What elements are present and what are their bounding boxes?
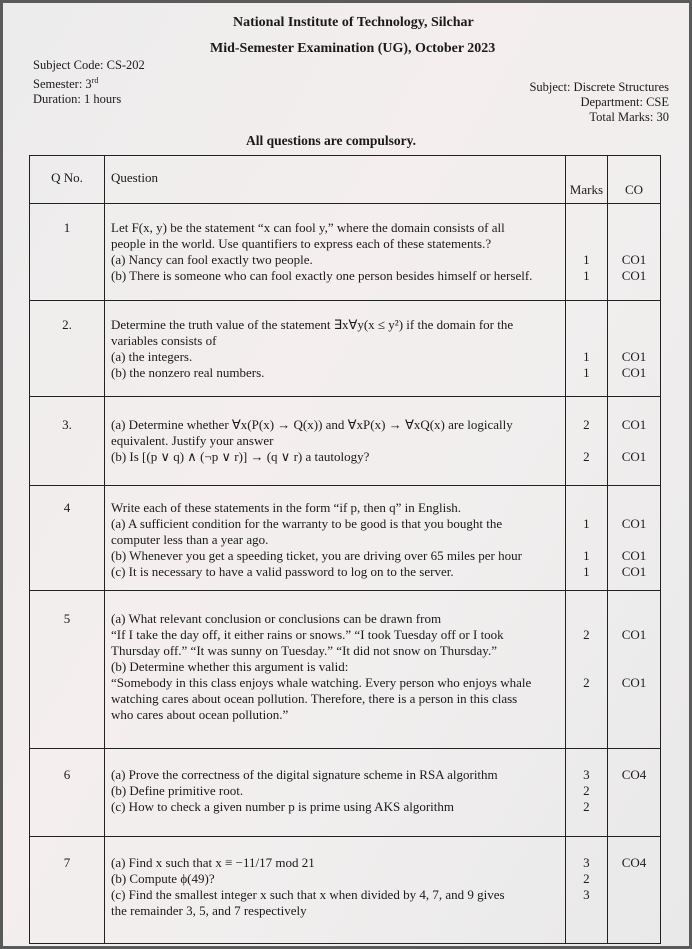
co-value bbox=[614, 887, 654, 903]
table-row bbox=[30, 397, 661, 486]
question-number-cell bbox=[30, 486, 105, 591]
question-number: 1 bbox=[63, 220, 71, 235]
marks-value: 1 bbox=[583, 252, 590, 267]
table-row bbox=[30, 749, 661, 837]
marks-cell bbox=[565, 749, 607, 837]
marks-cell bbox=[565, 837, 607, 944]
co-value: CO1 bbox=[621, 268, 647, 283]
question-line: (c) How to check a given number p is prime using AKS algorithm bbox=[111, 799, 454, 814]
question-line: (b) Compute ϕ(49)? bbox=[111, 871, 215, 886]
co-value: CO4 bbox=[621, 767, 647, 782]
co-value bbox=[614, 903, 654, 919]
table-row bbox=[30, 204, 661, 301]
header-co: CO bbox=[608, 156, 661, 204]
question-line: (a) What relevant conclusion or conclusions can be drawn from bbox=[111, 611, 442, 626]
co-value: CO1 bbox=[621, 516, 647, 531]
marks-cell bbox=[565, 591, 607, 749]
question-text-cell bbox=[105, 301, 566, 397]
question-number-cell bbox=[30, 301, 105, 397]
question-line: (b) Is [(p ∨ q) ∧ (¬p ∨ r)] → (q ∨ r) a tautology? bbox=[111, 449, 370, 464]
question-line: Write each of these statements in the form “if p, then q” in English. bbox=[111, 500, 462, 515]
marks-value: 2 bbox=[583, 799, 590, 814]
question-number: 2. bbox=[62, 317, 72, 332]
question-line: Let F(x, y) be the statement “x can fool y,” where the domain consists of all bbox=[111, 220, 505, 235]
question-line: (b) Whenever you get a speeding ticket, you are driving over 65 miles per hour bbox=[111, 548, 522, 563]
question-number-cell bbox=[30, 204, 105, 301]
question-number: 7 bbox=[63, 855, 71, 870]
co-value bbox=[614, 707, 654, 723]
co-value: CO1 bbox=[621, 449, 647, 464]
marks-value bbox=[570, 317, 603, 333]
marks-value: 1 bbox=[583, 548, 590, 563]
total-marks: Total Marks: 30 bbox=[589, 110, 669, 124]
co-value bbox=[614, 691, 654, 707]
question-number: 6 bbox=[63, 767, 71, 782]
marks-value bbox=[570, 333, 603, 349]
marks-value: 2 bbox=[583, 449, 590, 464]
question-line: (b) Determine whether this argument is valid: bbox=[111, 659, 349, 674]
co-value: CO1 bbox=[621, 365, 647, 380]
co-cell bbox=[608, 486, 661, 591]
institute-name: National Institute of Technology, Silchar bbox=[233, 15, 474, 30]
exam-title: Mid-Semester Examination (UG), October 2023 bbox=[210, 41, 496, 56]
question-number-cell bbox=[30, 397, 105, 486]
marks-value: 3 bbox=[583, 855, 590, 870]
co-value bbox=[614, 783, 654, 799]
subject: Subject: Discrete Structures bbox=[529, 80, 669, 94]
co-value bbox=[614, 236, 654, 252]
co-value bbox=[614, 500, 654, 516]
question-line: people in the world. Use quantifiers to express each of these statements.? bbox=[111, 236, 492, 251]
marks-value: 2 bbox=[583, 783, 590, 798]
marks-value bbox=[570, 500, 603, 516]
marks-value: 2 bbox=[583, 417, 590, 432]
co-cell bbox=[608, 301, 661, 397]
question-line: watching cares about ocean pollution. Therefore, there is a person in this class bbox=[111, 691, 518, 706]
table-row bbox=[30, 301, 661, 397]
duration: Duration: 1 hours bbox=[33, 92, 122, 107]
co-cell bbox=[608, 749, 661, 837]
co-value bbox=[614, 611, 654, 627]
question-line: (a) the integers. bbox=[111, 349, 193, 364]
marks-value bbox=[570, 236, 603, 252]
question-text-cell bbox=[105, 204, 566, 301]
question-line: (a) Nancy can fool exactly two people. bbox=[111, 252, 313, 267]
marks-value bbox=[570, 659, 603, 675]
question-line: (c) It is necessary to have a valid password to log on to the server. bbox=[111, 564, 454, 579]
co-value: CO1 bbox=[621, 627, 647, 642]
marks-value: 1 bbox=[583, 268, 590, 283]
question-line: (b) Define primitive root. bbox=[111, 783, 244, 798]
co-value: CO1 bbox=[621, 252, 647, 267]
question-line: who cares about ocean pollution.” bbox=[111, 707, 289, 722]
marks-value bbox=[570, 707, 603, 723]
question-number: 5 bbox=[63, 611, 71, 626]
co-value bbox=[614, 659, 654, 675]
question-line: the remainder 3, 5, and 7 respectively bbox=[111, 903, 307, 918]
question-text-cell bbox=[105, 749, 566, 837]
co-value bbox=[614, 333, 654, 349]
question-text-cell bbox=[105, 837, 566, 944]
co-cell bbox=[608, 837, 661, 944]
marks-value: 1 bbox=[583, 349, 590, 364]
co-value bbox=[614, 433, 654, 449]
question-number: 3. bbox=[62, 417, 72, 432]
marks-value bbox=[570, 433, 603, 449]
co-cell bbox=[608, 204, 661, 301]
table-header bbox=[30, 156, 661, 204]
question-number: 4 bbox=[63, 500, 71, 515]
question-line: (b) the nonzero real numbers. bbox=[111, 365, 265, 380]
question-line: (c) Find the smallest integer x such that x when divided by 4, 7, and 9 gives bbox=[111, 887, 505, 902]
subject-info-left bbox=[33, 58, 145, 107]
question-number-cell bbox=[30, 837, 105, 944]
marks-value: 3 bbox=[583, 887, 590, 902]
semester-text: Semester: 3 bbox=[33, 77, 92, 92]
table-row bbox=[30, 837, 661, 944]
question-line: (b) There is someone who can fool exactly one person besides himself or herself. bbox=[111, 268, 533, 283]
question-line: “Somebody in this class enjoys whale watching. Every person who enjoys whale bbox=[111, 675, 532, 690]
marks-value bbox=[570, 903, 603, 919]
questions-table bbox=[29, 155, 661, 944]
marks-value: 2 bbox=[583, 675, 590, 690]
marks-cell bbox=[565, 486, 607, 591]
question-line: Thursday off.” “It was sunny on Tuesday.” “It did not snow on Thursday.” bbox=[111, 643, 497, 658]
marks-value bbox=[570, 220, 603, 236]
co-value bbox=[614, 317, 654, 333]
marks-value bbox=[570, 643, 603, 659]
question-line: (a) Prove the correctness of the digital signature scheme in RSA algorithm bbox=[111, 767, 498, 782]
subject-code: Subject Code: CS-202 bbox=[33, 58, 145, 72]
co-value bbox=[614, 532, 654, 548]
question-line: (a) Determine whether ∀x(P(x) → Q(x)) and ∀xP(x) → ∀xQ(x) are logically bbox=[111, 417, 513, 432]
co-cell bbox=[608, 591, 661, 749]
header-marks: Marks bbox=[565, 156, 607, 204]
header-qno: Q No. bbox=[30, 156, 105, 204]
marks-value: 2 bbox=[583, 871, 590, 886]
question-line: (a) A sufficient condition for the warranty to be good is that you bought the bbox=[111, 516, 503, 531]
question-line: (a) Find x such that x ≡ −11/17 mod 21 bbox=[111, 855, 315, 870]
co-value: CO1 bbox=[621, 675, 647, 690]
co-value bbox=[614, 643, 654, 659]
question-number-cell bbox=[30, 591, 105, 749]
question-line: variables consists of bbox=[111, 333, 217, 348]
co-value: CO1 bbox=[621, 548, 647, 563]
co-value: CO1 bbox=[621, 349, 647, 364]
marks-cell bbox=[565, 397, 607, 486]
co-value bbox=[614, 871, 654, 887]
subject-info-right bbox=[529, 80, 669, 125]
marks-value bbox=[570, 691, 603, 707]
marks-value: 1 bbox=[583, 564, 590, 579]
semester bbox=[33, 73, 145, 92]
co-cell bbox=[608, 397, 661, 486]
co-value: CO1 bbox=[621, 564, 647, 579]
question-text-cell bbox=[105, 397, 566, 486]
question-line: Determine the truth value of the statement ∃x∀y(x ≤ y²) if the domain for the bbox=[111, 317, 514, 332]
semester-sup: rd bbox=[91, 76, 99, 85]
marks-value bbox=[570, 532, 603, 548]
marks-value: 1 bbox=[583, 516, 590, 531]
exam-paper bbox=[3, 3, 689, 946]
instruction: All questions are compulsory. bbox=[246, 133, 417, 148]
marks-value: 3 bbox=[583, 767, 590, 782]
marks-value: 2 bbox=[583, 627, 590, 642]
table-row bbox=[30, 591, 661, 749]
question-text-cell bbox=[105, 591, 566, 749]
header-question: Question bbox=[105, 156, 566, 204]
co-value bbox=[614, 220, 654, 236]
co-value: CO4 bbox=[621, 855, 647, 870]
co-value: CO1 bbox=[621, 417, 647, 432]
marks-value bbox=[570, 611, 603, 627]
department: Department: CSE bbox=[580, 95, 669, 109]
co-value bbox=[614, 799, 654, 815]
table-row bbox=[30, 486, 661, 591]
marks-cell bbox=[565, 301, 607, 397]
marks-cell bbox=[565, 204, 607, 301]
marks-value: 1 bbox=[583, 365, 590, 380]
question-number-cell bbox=[30, 749, 105, 837]
question-line: “If I take the day off, it either rains or snows.” “I took Tuesday off or I took bbox=[111, 627, 504, 642]
question-line: equivalent. Justify your answer bbox=[111, 433, 274, 448]
question-text-cell bbox=[105, 486, 566, 591]
question-line: computer less than a year ago. bbox=[111, 532, 269, 547]
